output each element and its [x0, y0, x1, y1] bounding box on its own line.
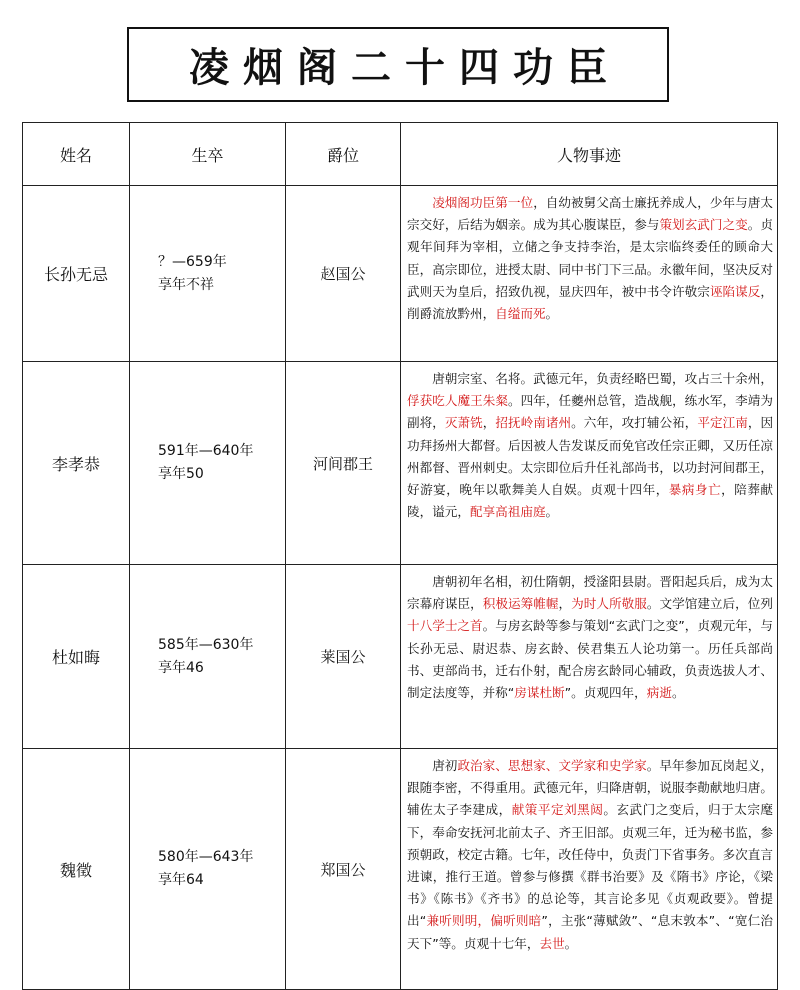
deeds-segment: 唐初	[432, 758, 458, 773]
deeds-segment: 唐朝初年名相，初仕隋朝，授滏阳县尉。晋阳起兵后，成为太宗幕府谋臣，	[407, 574, 773, 612]
highlight-text: 凌烟阁功臣第一位	[432, 195, 534, 210]
highlight-text: 俘获吃人魔王朱粲	[407, 393, 508, 409]
header-name: 姓名	[23, 123, 130, 186]
deeds-segment: ，陪葬献陵，谥元，	[407, 482, 774, 520]
peerage: 赵国公	[286, 186, 401, 362]
highlight-text: 病逝	[646, 685, 672, 701]
deeds-segment: ”，主张“薄赋敛”、“息末敦本”、“宽仁治天下”等。贞观十七年，	[407, 913, 773, 951]
person-name: 杜如晦	[23, 565, 130, 749]
life-cell	[130, 186, 286, 362]
life-age: 享年64	[158, 872, 204, 888]
highlight-text: 兼听则明，偏听则暗	[426, 913, 542, 929]
peerage: 河间郡王	[286, 362, 401, 565]
highlight-text: 诬陷谋反	[709, 283, 761, 299]
life-years: 580年—643年	[158, 849, 254, 865]
highlight-text: 去世	[539, 935, 565, 951]
header-life: 生卒	[130, 123, 286, 186]
deeds-segment: ”。贞观四年，	[564, 685, 647, 701]
deeds-segment: 唐朝宗室、名将。武德元年，负责经略巴蜀，攻占三十余州，	[432, 371, 773, 386]
deeds-text	[407, 368, 773, 523]
life-age: 享年46	[158, 659, 204, 676]
deeds-segment: 。	[545, 306, 559, 322]
highlight-text: 房谋杜断	[514, 685, 565, 701]
deeds-segment: 。与房玄龄等参与策划“玄武门之变”，贞观元年，与长孙无忌、尉迟恭、房玄龄、侯君集五人论功第一。历任兵部尚书、吏部尚书，迁右仆射，配合房玄龄同心辅政，负责选拔人才、制定法度等，并称“	[407, 618, 773, 701]
deeds-segment: 。贞观年间拜为宰相，立储之争支持李治，是太宗临终委任的顾命大臣，高宗即位，进授太尉、同中书门下三品。永徽年间，坚决反对武则天为皇后，招致仇视，显庆四年，被中书令许敬宗	[407, 217, 774, 299]
deeds-cell	[401, 565, 778, 749]
deeds-segment: 。六年，攻打辅公祏，	[571, 415, 698, 431]
highlight-text: 策划玄武门之变	[659, 217, 748, 233]
life-years: 585年—630年	[158, 636, 254, 653]
table-row	[23, 362, 778, 565]
deeds-segment: 。早年参加瓦岗起义，跟随李密，不得重用。武德元年，归降唐朝，说服李勣献地归唐。辅佐太子李建成，	[407, 758, 774, 818]
header-peerage: 爵位	[286, 123, 401, 186]
title-box	[127, 27, 669, 102]
life-cell	[130, 362, 286, 565]
peerage: 郑国公	[286, 749, 401, 990]
deeds-cell	[401, 186, 778, 362]
deeds-text	[407, 755, 773, 955]
table-row	[23, 186, 778, 362]
life-cell	[130, 565, 286, 749]
deeds-segment: 。文学馆建立后，位列	[646, 596, 774, 612]
highlight-text: 招抚岭南诸州	[495, 415, 572, 431]
header-deeds: 人物事迹	[401, 123, 778, 186]
deeds-cell	[401, 362, 778, 565]
deeds-segment: 。四年，任夔州总管，造战舰，练水军，李靖为副将，	[407, 393, 774, 431]
highlight-text: 灭萧铣	[444, 415, 483, 431]
page-title: 凌烟阁二十四功臣	[189, 45, 621, 91]
highlight-text: 政治家、思想家、文学家和史学家	[457, 758, 647, 773]
life-cell	[130, 749, 286, 990]
deeds-segment: 。玄武门之变后，归于太宗麾下，奉命安抚河北前太子、齐王旧部。贞观三年，迁为秘书监，参预朝政，校定古籍。七年，改任侍中，负责门下省事务。多次直言进谏，推行王道。曾参与修撰《群书治要》及《隋书》序论，《梁书》《陈书》《齐书》的总论等，其言论多见《贞观政要》。曾提出“	[407, 802, 774, 929]
highlight-text: 配享高祖庙庭	[469, 504, 546, 520]
person-name: 李孝恭	[23, 362, 130, 565]
highlight-text: 为时人所敬服	[571, 596, 647, 612]
highlight-text: 积极运筹帷幄	[482, 596, 559, 612]
deeds-cell	[401, 749, 778, 990]
deeds-segment: ，	[482, 415, 496, 431]
highlight-text: 平定江南	[697, 415, 748, 431]
deeds-text	[407, 571, 773, 704]
deeds-segment: ，削爵流放黔州，	[407, 283, 774, 322]
highlight-text: 自缢而死	[495, 306, 546, 322]
deeds-text	[407, 192, 773, 325]
table-row	[23, 749, 778, 990]
deeds-segment: 。	[564, 935, 578, 951]
peerage: 莱国公	[286, 565, 401, 749]
person-name: 魏徵	[23, 749, 130, 990]
deeds-segment: 。	[671, 685, 685, 701]
deeds-segment: ，	[558, 596, 572, 612]
header-row	[23, 123, 778, 186]
table-row	[23, 565, 778, 749]
deeds-segment: ，因功拜扬州大都督。后因被人告发谋反而免官改任宗正卿，又历任凉州都督、晋州刺史。太宗即位后升任礼部尚书，以功封河间郡王，好游宴，晚年以歌舞美人自娱。贞观十四年，	[407, 415, 774, 498]
person-name: 长孙无忌	[23, 186, 130, 362]
highlight-text: 暴病身亡	[668, 482, 722, 498]
heroes-table	[22, 122, 778, 990]
deeds-segment: ，自幼被舅父高士廉抚养成人，少年与唐太宗交好，后结为姻亲。成为其心腹谋臣，参与	[407, 195, 774, 233]
life-age: 享年50	[158, 466, 204, 482]
highlight-text: 十八学士之首	[407, 618, 483, 634]
life-age: 享年不祥	[158, 276, 214, 293]
life-years: 591年—640年	[158, 443, 254, 459]
deeds-segment: 。	[545, 504, 559, 520]
highlight-text: 献策平定刘黑闼	[511, 802, 604, 818]
life-years: ？—659年	[158, 253, 227, 270]
